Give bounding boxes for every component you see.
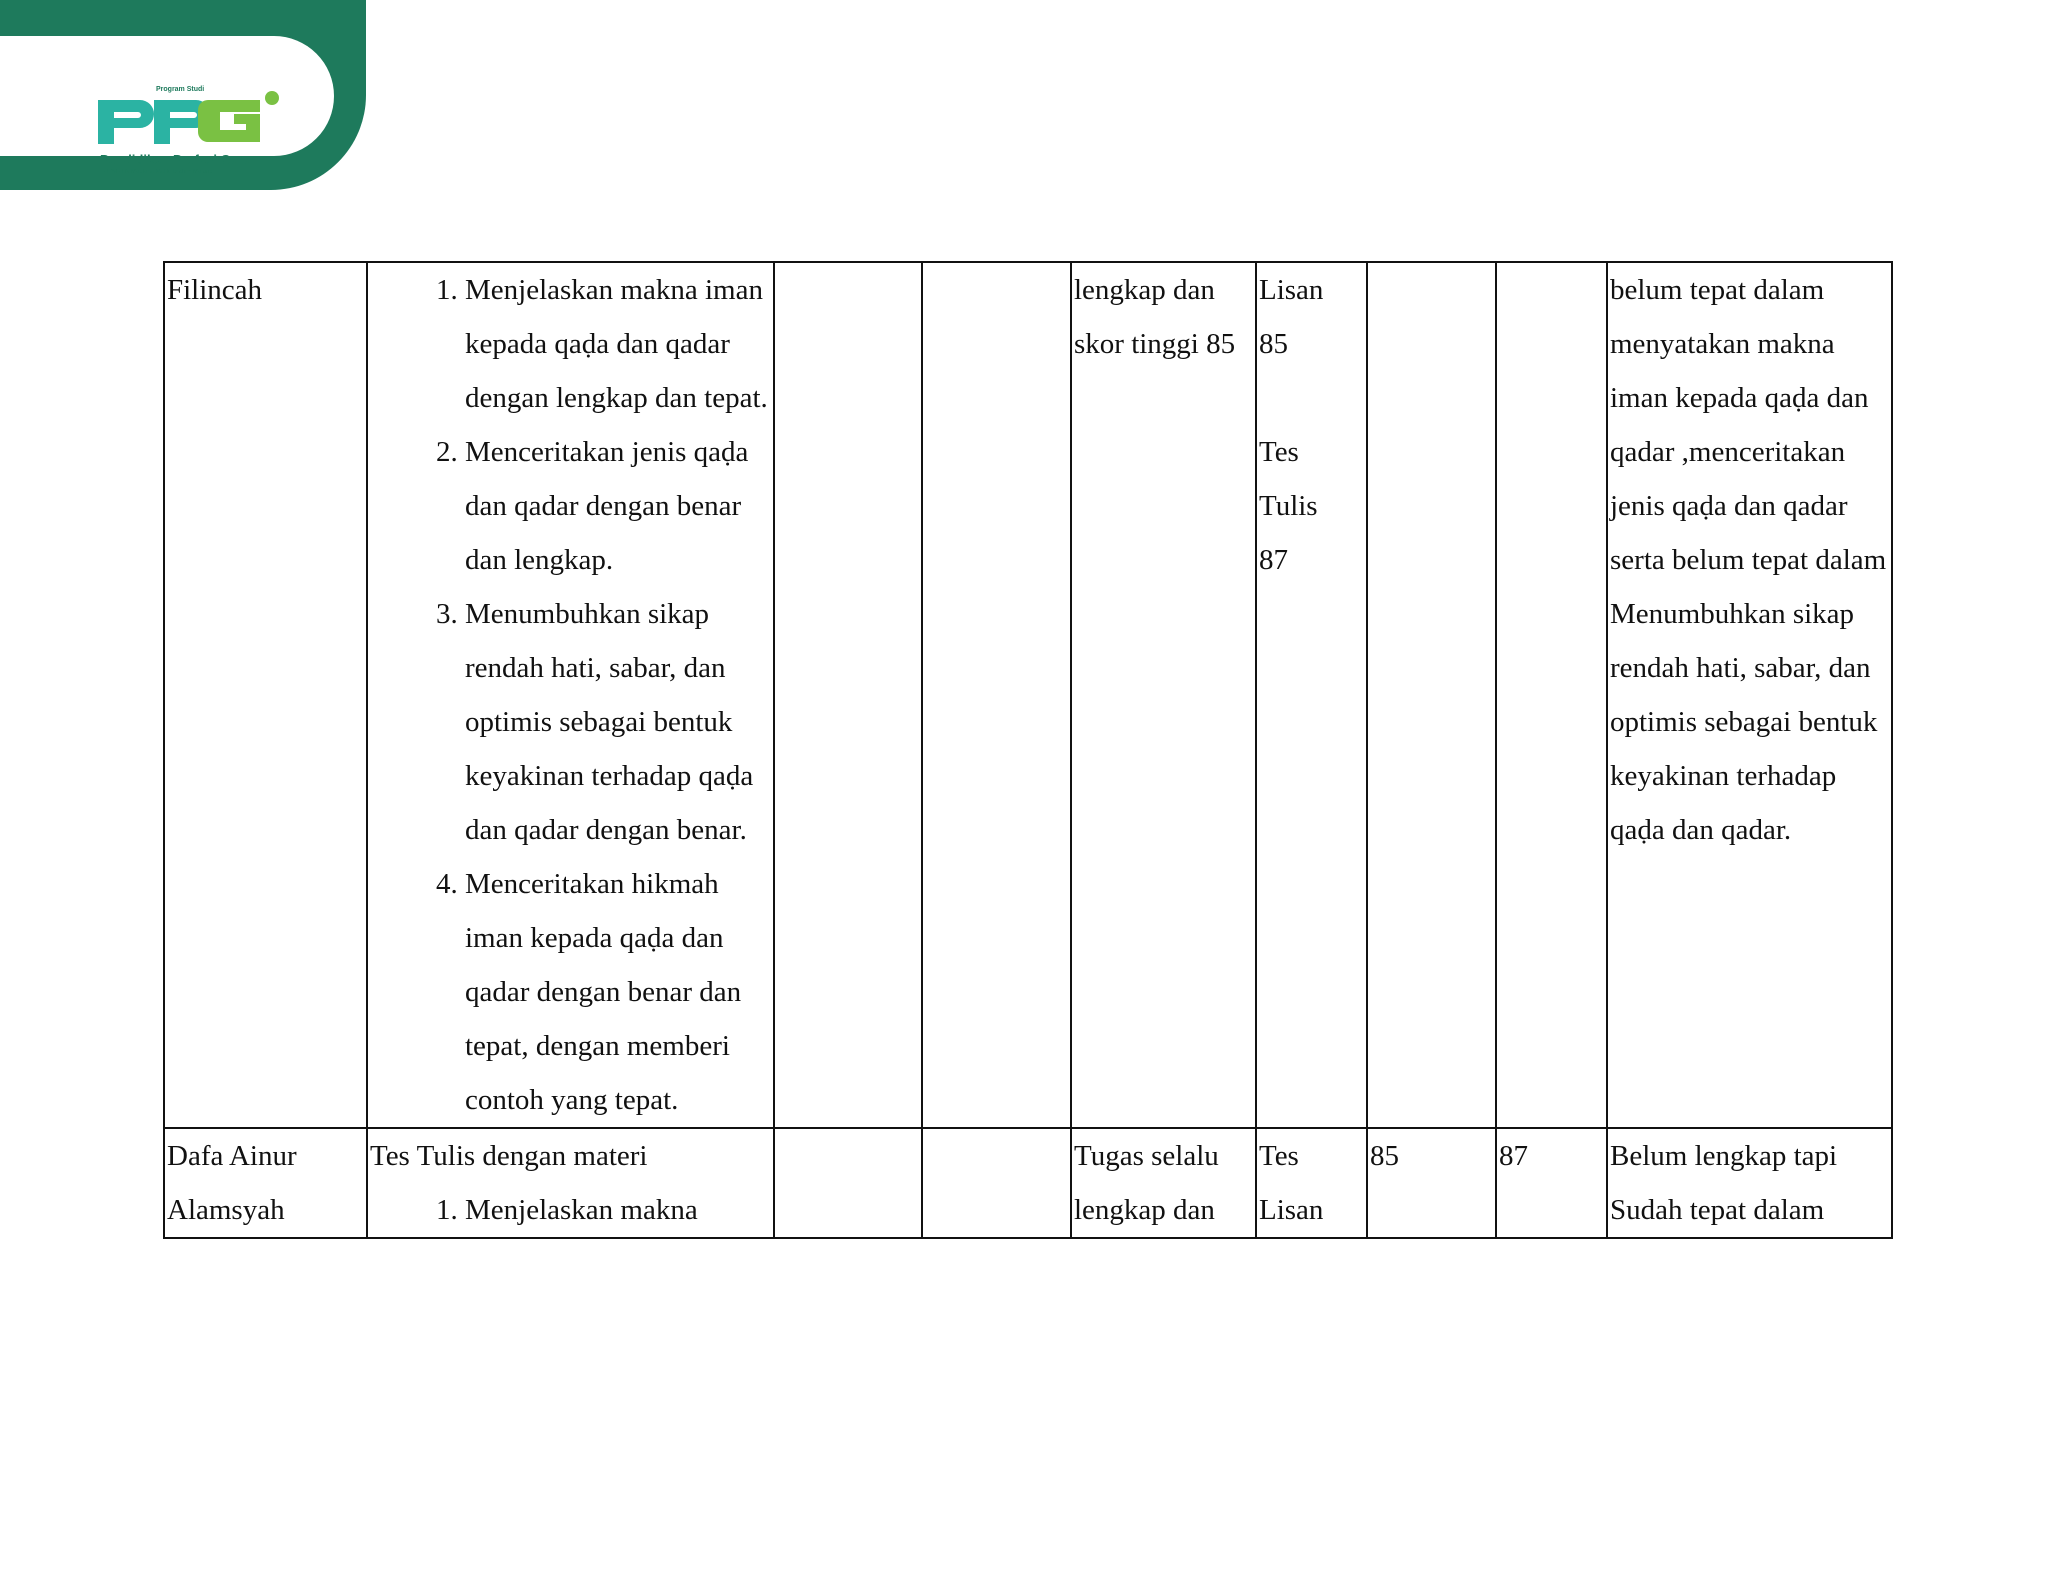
empty-cell — [774, 262, 922, 1128]
header-banner — [0, 0, 366, 190]
assessment-score-line: 87 — [1259, 544, 1288, 576]
student-name-cell — [164, 1128, 367, 1238]
list-item: 3. Menumbuhkan sikap rendah hati, sabar, dan optimis sebagai bentuk keyakinan terhadap qaḍa dan qadar dengan benar. — [465, 587, 773, 857]
assessment-type-line: Tulis — [1259, 490, 1318, 522]
logo-small-text: Program Studi — [156, 86, 205, 93]
table-row — [164, 1128, 1892, 1238]
student-name: Dafa Ainur Alamsyah — [167, 1140, 297, 1226]
list-item: 1. Menjelaskan makna iman kepada qaḍa dan qadar dengan lengkap dan tepat. — [465, 263, 773, 425]
student-name-cell — [164, 262, 367, 1128]
empty-cell — [1367, 262, 1496, 1128]
material-list — [370, 263, 773, 1127]
table-row — [164, 262, 1892, 1128]
task-description-line: lengkap dan — [1074, 1194, 1215, 1226]
notes-cell — [1607, 262, 1892, 1128]
score-cell — [1367, 1128, 1496, 1238]
logo-subtitle: UPM UIN Maulana Malik Ibrahim Malang — [104, 169, 213, 175]
student-name: Filincah — [167, 274, 263, 306]
assessment-type-line: Tes — [1259, 436, 1299, 468]
task-description-line: lengkap dan — [1074, 274, 1215, 306]
task-description-line: Tugas selalu — [1074, 1140, 1219, 1172]
task-description-cell — [1071, 1128, 1256, 1238]
score-value: 87 — [1499, 1140, 1528, 1172]
notes-line: Belum lengkap tapi — [1610, 1140, 1838, 1172]
logo-name: Pendidikan Profesi Guru — [100, 152, 252, 167]
assessment-type-line: Lisan — [1259, 274, 1324, 306]
ppg-logo — [96, 88, 286, 183]
assessment-type-cell — [1256, 1128, 1367, 1238]
ppg-logo-icon — [96, 88, 286, 150]
empty-cell — [1496, 262, 1607, 1128]
empty-cell — [774, 1128, 922, 1238]
assessment-score-line: 85 — [1259, 328, 1288, 360]
notes-line: Sudah tepat dalam — [1610, 1194, 1825, 1226]
task-description-line: skor tinggi 85 — [1074, 328, 1236, 360]
empty-cell — [922, 1128, 1071, 1238]
empty-cell — [922, 262, 1071, 1128]
score-cell — [1496, 1128, 1607, 1238]
assessment-type-cell — [1256, 262, 1367, 1128]
assessment-type-line: Lisan — [1259, 1194, 1324, 1226]
task-description-cell — [1071, 262, 1256, 1128]
score-value: 85 — [1370, 1140, 1399, 1172]
material-intro: Tes Tulis dengan materi — [370, 1140, 648, 1172]
notes-cell — [1607, 1128, 1892, 1238]
logo-panel — [0, 36, 334, 175]
material-cell — [367, 262, 774, 1128]
assessment-table — [163, 261, 1893, 1239]
list-item: 1. Menjelaskan makna — [465, 1183, 773, 1237]
material-list — [370, 1183, 773, 1237]
material-cell — [367, 1128, 774, 1238]
list-item: 2. Menceritakan jenis qaḍa dan qadar dengan benar dan lengkap. — [465, 425, 773, 587]
assessment-type-line: Tes — [1259, 1140, 1299, 1172]
list-item: 4. Menceritakan hikmah iman kepada qaḍa dan qadar dengan benar dan tepat, dengan memberi contoh yang tepat. — [465, 857, 773, 1127]
notes-text: belum tepat dalam menyatakan makna iman kepada qaḍa dan qadar ,menceritakan jenis qaḍa dan qadar serta belum tepat dalam Menumbuhkan sikap rendah hati, sabar, dan optimis sebagai bentuk keyakinan terhadap qaḍa dan qadar. — [1610, 274, 1887, 846]
